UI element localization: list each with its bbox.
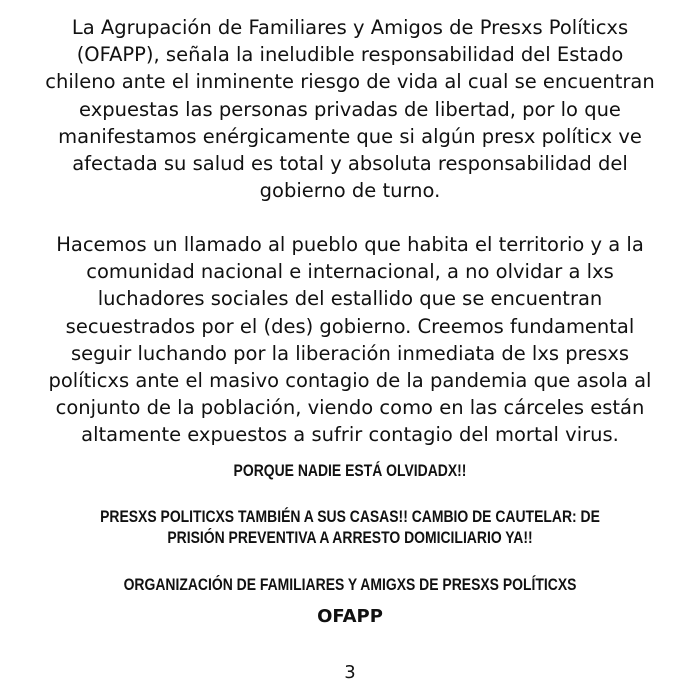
paragraph-line: comunidad nacional e internacional, a no olvidar a lxs bbox=[86, 260, 614, 284]
paragraph-line: manifestamos enérgicamente que si algún presx políticx ve bbox=[58, 124, 642, 148]
paragraph-line: políticxs ante el masivo contagio de la pandemia que asola al bbox=[48, 369, 652, 393]
paragraph-line: Hacemos un llamado al pueblo que habita el territorio y a la bbox=[56, 233, 644, 256]
organization-acronym: OFAPP bbox=[317, 606, 383, 627]
paragraph-line: secuestrados por el (des) gobierno. Creemos fundamental bbox=[65, 314, 635, 338]
paragraph-line: afectada su salud es total y absoluta responsabilidad del bbox=[72, 152, 628, 176]
paragraph-line: altamente expuestos a sufrir contagio del mortal virus. bbox=[81, 423, 619, 447]
paragraph-line: conjunto de la población, viendo como en las cárceles están bbox=[55, 396, 645, 420]
page-number: 3 bbox=[344, 662, 356, 683]
slogan-line: PRISIÓN PREVENTIVA A ARRESTO DOMICILIARIO YA!! bbox=[167, 528, 533, 547]
paragraph-line: gobierno de turno. bbox=[259, 179, 441, 203]
signature-line: ORGANIZACIÓN DE FAMILIARES Y AMIGXS DE PRESXS POLÍTICXS bbox=[123, 575, 577, 594]
paragraph-line: luchadores sociales del estallido que se encuentran bbox=[97, 287, 603, 311]
slogan-line: PORQUE NADIE ESTÁ OLVIDADX!! bbox=[233, 461, 467, 480]
slogan-line: PRESXS POLITICXS TAMBIÉN A SUS CASAS!! CAMBIO DE CAUTELAR: DE bbox=[100, 507, 600, 526]
paragraph-line: chileno ante el inminente riesgo de vida al cual se encuentran bbox=[45, 70, 655, 94]
paragraph-call bbox=[14, 231, 686, 449]
demand-heading bbox=[71, 506, 629, 548]
paragraph-line: La Agrupación de Familiares y Amigos de Presxs Políticxs bbox=[71, 16, 629, 39]
paragraph-statement bbox=[14, 14, 686, 204]
paragraph-line: (OFAPP), señala la ineludible responsabilidad del Estado bbox=[76, 43, 624, 67]
paragraph-line: expuestas las personas privadas de libertad, por lo que bbox=[79, 97, 621, 121]
signature-heading bbox=[71, 574, 629, 595]
paragraph-line: seguir luchando por la liberación inmediata de lxs presxs bbox=[70, 341, 630, 365]
slogan-heading bbox=[71, 460, 629, 481]
